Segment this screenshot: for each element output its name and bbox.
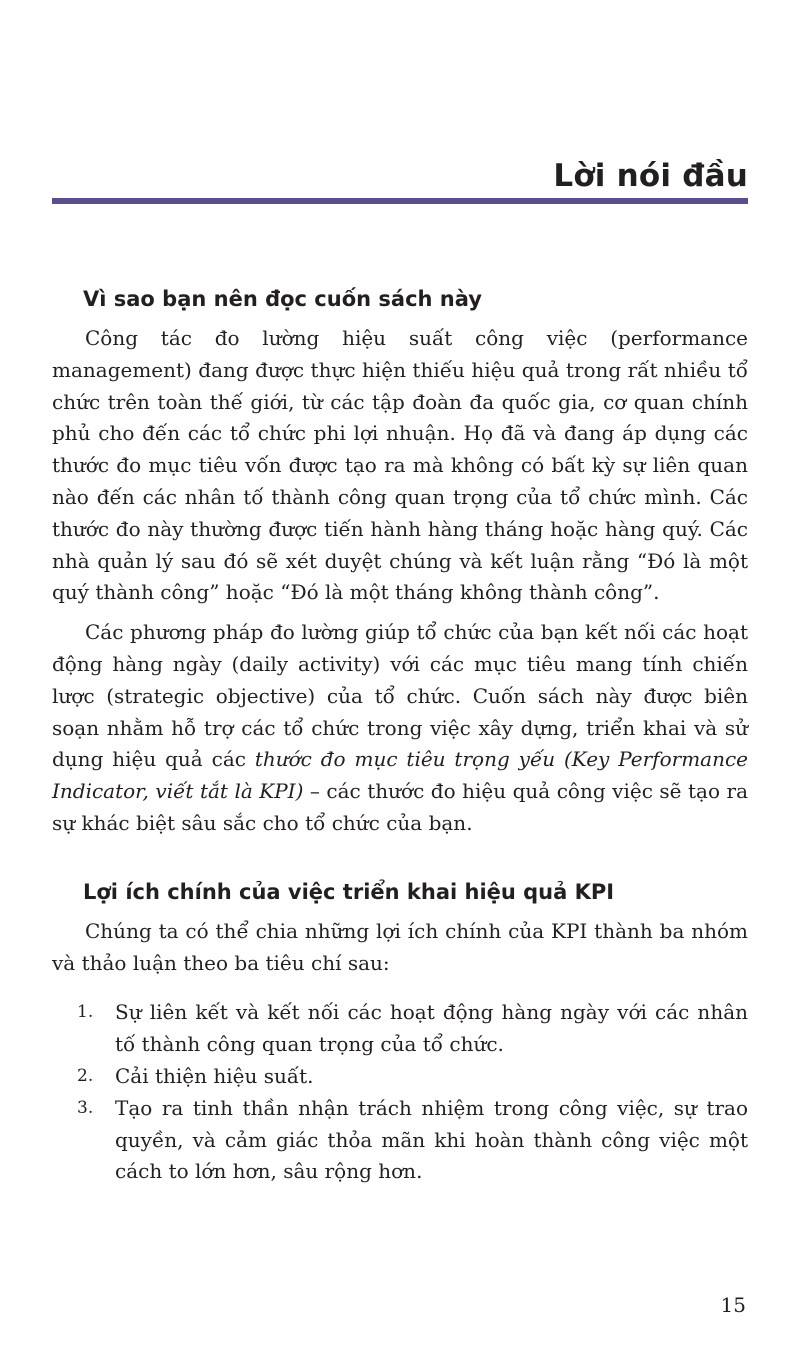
page-number: 15 [720,1293,746,1317]
list-item [52,1093,748,1188]
paragraph-measurement-start: Các phương pháp đo lường giúp tổ chức của bạn kết nối các hoạt động hàng ngày (daily activity) với các mục tiêu mang tính chiến lược (strategic objective) của tổ chức. Cuốn sách này được biên soạn nhằm hỗ trợ các tổ chức trong việc xây dựng, triển khai và sử dụng hiệu quả các [52,620,748,772]
paragraph-benefits-intro: Chúng ta có thể chia những lợi ích chính của KPI thành ba nhóm và thảo luận theo ba tiêu chí sau: [52,918,748,975]
list-item-number: 2. [77,1065,94,1086]
section-heading-why-read: Vì sao bạn nên đọc cuốn sách này [83,287,482,311]
title-rule [52,198,748,204]
list-item [52,1061,748,1093]
section-gap [52,848,748,876]
paragraph-intro: Công tác đo lường hiệu suất công việc (performance management) đang được thực hiện thiếu hiệu quả trong rất nhiều tổ chức trên toàn thế giới, từ các tập đoàn đa quốc gia, cơ quan chính phủ cho đến các tổ chức phi lợi nhuận. Họ đã và đang áp dụng các thước đo mục tiêu vốn được tạo ra mà không có bất kỳ sự liên quan nào đến các nhân tố thành công quan trọng của tổ chức mình. Các thước đo này thường được tiến hành hàng tháng hoặc hàng quý. Các nhà quản lý sau đó sẽ xét duyệt chúng và kết luận rằng “Đó là một quý thành công” hoặc “Đó là một tháng không thành công”. [52,326,748,605]
paragraph-measurement-end: – các thước đo hiệu quả công việc sẽ tạo ra sự khác biệt sâu sắc cho tổ chức của bạn. [52,779,748,835]
paragraph-measurement-italic: thước đo mục tiêu trọng yếu (Key Performance Indicator, viết tắt là KPI) [52,747,748,804]
section-heading-kpi-benefits: Lợi ích chính của việc triển khai hiệu quả KPI [83,879,615,904]
list-item-number: 3. [77,1097,94,1118]
chapter-title: Lời nói đầu [553,158,748,194]
page-content [52,283,748,1188]
list-item-text: Cải thiện hiệu suất. [115,1063,314,1088]
paragraph-measurement [52,617,748,840]
benefits-list [52,997,748,1188]
list-item [52,997,748,1061]
list-item-text: Tạo ra tinh thần nhận trách nhiệm trong công việc, sự trao quyền, và cảm giác thỏa mãn khi hoàn thành công việc một cách to lớn hơn, sâu rộng hơn. [115,1095,748,1184]
list-item-text: Sự liên kết và kết nối các hoạt động hàng ngày với các nhân tố thành công quan trọng của tổ chức. [115,1000,748,1057]
list-item-number: 1. [77,1002,94,1023]
